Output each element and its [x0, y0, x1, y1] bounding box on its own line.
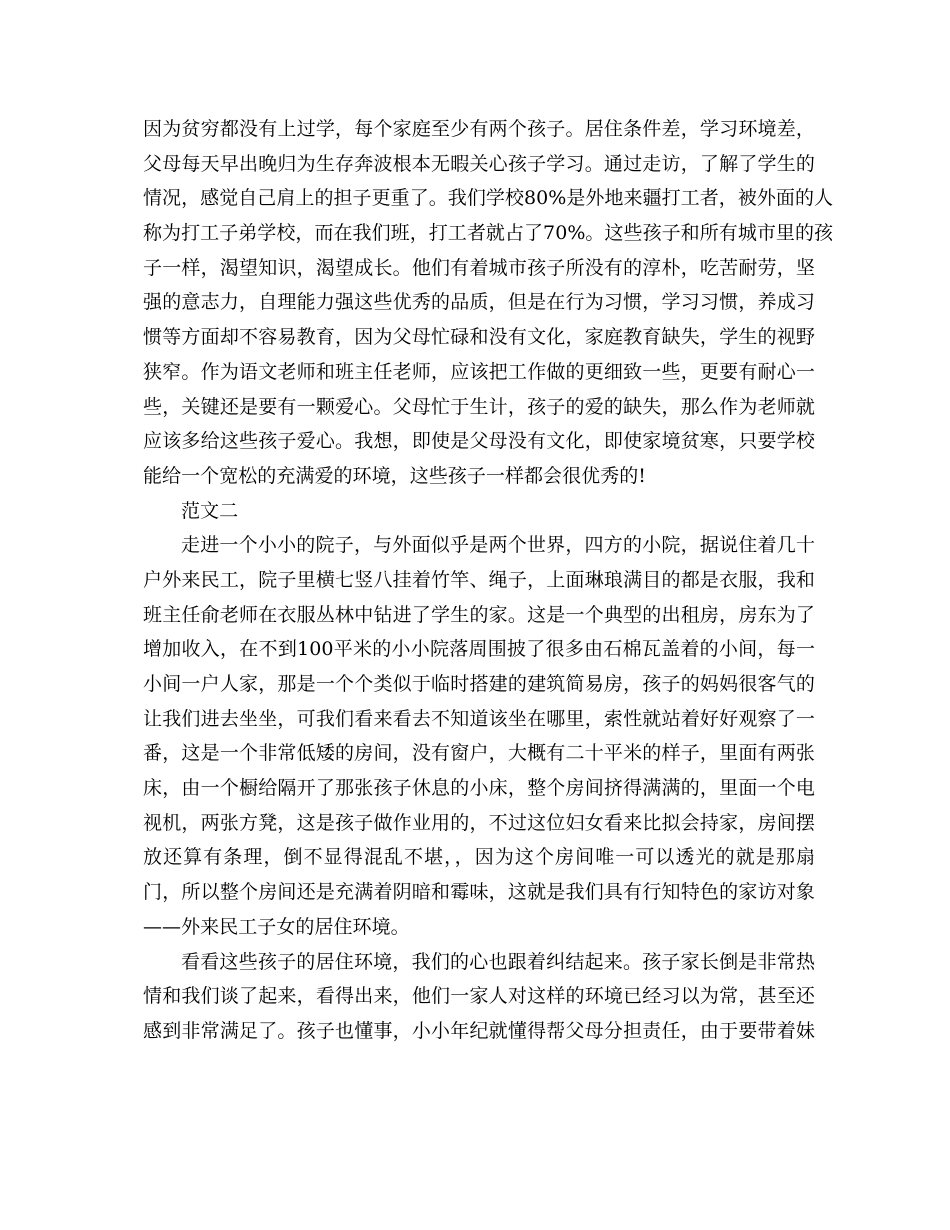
- text-line: 番，这是一个非常低矮的房间，没有窗户，大概有二十平米的样子，里面有两张: [143, 742, 815, 765]
- text-line: 放还算有条理，倒不显得混乱不堪，，因为这个房间唯一可以透光的就是那扇: [143, 846, 815, 869]
- text-line: 视机，两张方凳，这是孩子做作业用的，不过这位妇女看来比拟会持家，房间摆: [143, 811, 815, 834]
- text-line: 称为打工子弟学校，而在我们班，打工者就占了70%。这些孩子和所有城市里的孩: [143, 222, 834, 245]
- paragraph-1: [143, 112, 834, 494]
- text-line: ——外来民工子女的居住环境。: [143, 915, 410, 938]
- text-line: 强的意志力，自理能力强这些优秀的品质，但是在行为习惯，学习习惯，养成习: [143, 291, 815, 314]
- text-line: 床，由一个橱给隔开了那张孩子休息的小床，整个房间挤得满满的，里面一个电: [143, 777, 815, 800]
- text-line: 父母每天早出晚归为生存奔波根本无暇关心孩子学习。通过走访，了解了学生的: [143, 152, 815, 175]
- paragraph-2: [143, 528, 815, 944]
- text-line: 看看这些孩子的居住环境，我们的心也跟着纠结起来。孩子家长倒是非常热: [181, 950, 815, 973]
- text-line: 惯等方面却不容易教育，因为父母忙碌和没有文化，家庭教育缺失，学生的视野: [143, 326, 815, 349]
- text-line: 情况，感觉自己肩上的担子更重了。我们学校80%是外地来疆打工者，被外面的人: [143, 187, 834, 210]
- text-line: 因为贫穷都没有上过学，每个家庭至少有两个孩子。居住条件差，学习环境差，: [143, 118, 815, 140]
- text-line: 增加收入，在不到100平米的小小院落周围披了很多由石棉瓦盖着的小间，每一: [143, 638, 815, 661]
- text-line: 能给一个宽松的充满爱的环境，这些孩子一样都会很优秀的!: [143, 464, 646, 487]
- section-heading: 范文二: [181, 499, 239, 522]
- text-line: 小间一户人家，那是一个个类似于临时搭建的建筑简易房，孩子的妈妈很客气的: [143, 673, 815, 695]
- text-line: 让我们进去坐坐，可我们看来看去不知道该坐在哪里，索性就站着好好观察了一: [143, 707, 815, 730]
- text-line: 情和我们谈了起来，看得出来，他们一家人对这样的环境已经习以为常，甚至还: [143, 985, 815, 1008]
- document-body: [143, 112, 834, 1049]
- text-line: 应该多给这些孩子爱心。我想，即使是父母没有文化，即使家境贫寒，只要学校: [143, 430, 815, 453]
- text-line: 些，关键还是要有一颗爱心。父母忙于生计，孩子的爱的缺失，那么作为老师就: [143, 395, 815, 418]
- text-line: 走进一个小小的院子，与外面似乎是两个世界，四方的小院，据说住着几十: [181, 534, 815, 557]
- text-line: 门，所以整个房间还是充满着阴暗和霉味，这就是我们具有行知特色的家访对象: [143, 881, 815, 904]
- text-line: 户外来民工，院子里横七竖八挂着竹竿、绳子，上面琳琅满目的都是衣服，我和: [143, 568, 815, 591]
- text-line: 子一样，渴望知识，渴望成长。他们有着城市孩子所没有的淳朴，吃苦耐劳，坚: [143, 256, 815, 279]
- text-line: 班主任俞老师在衣服丛林中钻进了学生的家。这是一个典型的出租房，房东为了: [143, 603, 815, 626]
- text-line: 感到非常满足了。孩子也懂事，小小年纪就懂得帮父母分担责任，由于要带着妹: [143, 1019, 815, 1042]
- text-line: 狭窄。作为语文老师和班主任老师，应该把工作做的更细致一些，更要有耐心一: [143, 360, 815, 383]
- paragraph-3: [143, 945, 815, 1049]
